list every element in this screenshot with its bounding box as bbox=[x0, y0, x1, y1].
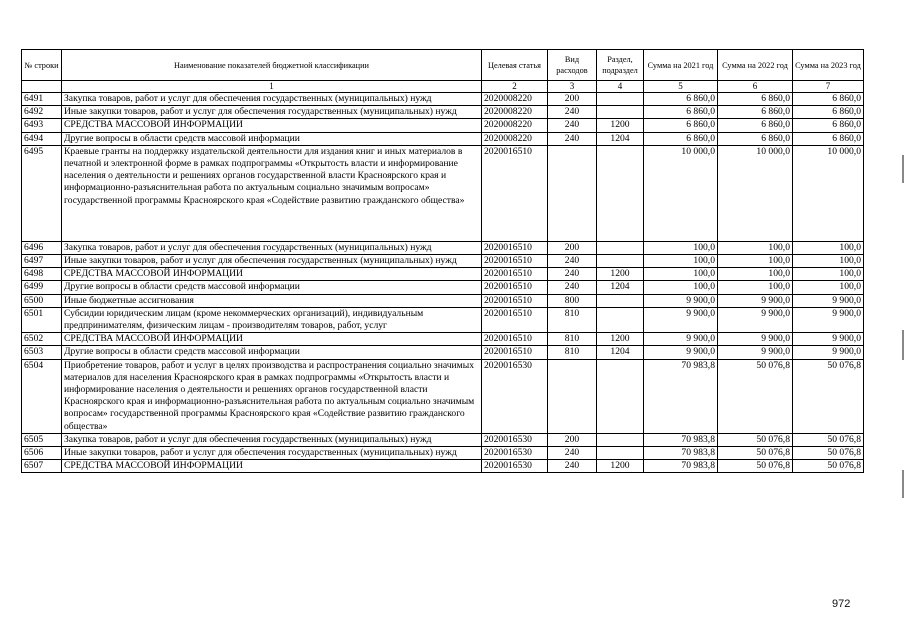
target-item-cell: 2020016530 bbox=[482, 433, 548, 446]
indicator-name-cell: Иные закупки товаров, работ и услуг для обеспечения государственных (муниципальных) нужд bbox=[62, 106, 482, 119]
expense-type-cell bbox=[548, 145, 597, 241]
column-number: 1 bbox=[62, 81, 482, 93]
expense-type-cell: 200 bbox=[548, 433, 597, 446]
indicator-name-cell: Приобретение товаров, работ и услуг в целях производства и распространения социально значимых материалов для населения Красноярского края в рамках подпрограммы «Открытость власти и информирование населения о деятельности и решениях органов государственной власти Красноярского края и информационно-разъяснительная работа по актуальным социально значимым вопросам» государственной программы Красноярского края «Содействие развитию гражданского общества» bbox=[62, 359, 482, 433]
table-row bbox=[22, 433, 864, 446]
column-number: 5 bbox=[644, 81, 718, 93]
sum-2023-cell: 6 860,0 bbox=[793, 132, 864, 145]
sum-2022-cell: 9 900,0 bbox=[718, 346, 793, 359]
indicator-name-cell: Закупка товаров, работ и услуг для обеспечения государственных (муниципальных) нужд bbox=[62, 241, 482, 254]
table-row bbox=[22, 119, 864, 132]
sum-2021-cell: 100,0 bbox=[644, 255, 718, 268]
section-cell: 1204 bbox=[597, 132, 644, 145]
expense-type-cell: 240 bbox=[548, 119, 597, 132]
indicator-name-cell: СРЕДСТВА МАССОВОЙ ИНФОРМАЦИИ bbox=[62, 460, 482, 473]
table-row bbox=[22, 145, 864, 241]
expense-type-cell: 240 bbox=[548, 447, 597, 460]
header-row-number: № строки bbox=[22, 50, 62, 81]
sum-2023-cell: 50 076,8 bbox=[793, 447, 864, 460]
sum-2021-cell: 100,0 bbox=[644, 241, 718, 254]
sum-2022-cell: 6 860,0 bbox=[718, 93, 793, 106]
indicator-name-cell: Закупка товаров, работ и услуг для обеспечения государственных (муниципальных) нужд bbox=[62, 433, 482, 446]
target-item-cell: 2020016510 bbox=[482, 255, 548, 268]
section-cell: 1200 bbox=[597, 460, 644, 473]
sum-2023-cell: 50 076,8 bbox=[793, 433, 864, 446]
target-item-cell: 2020008220 bbox=[482, 119, 548, 132]
sum-2022-cell: 9 900,0 bbox=[718, 307, 793, 332]
row-number-cell: 6504 bbox=[22, 359, 62, 433]
table-row bbox=[22, 132, 864, 145]
section-cell bbox=[597, 294, 644, 307]
expense-type-cell: 240 bbox=[548, 255, 597, 268]
section-cell bbox=[597, 241, 644, 254]
sum-2023-cell: 9 900,0 bbox=[793, 307, 864, 332]
expense-type-cell: 810 bbox=[548, 307, 597, 332]
row-number-cell: 6491 bbox=[22, 93, 62, 106]
sum-2021-cell: 10 000,0 bbox=[644, 145, 718, 241]
section-cell bbox=[597, 145, 644, 241]
sum-2022-cell: 100,0 bbox=[718, 268, 793, 281]
target-item-cell: 2020016530 bbox=[482, 447, 548, 460]
sum-2023-cell: 6 860,0 bbox=[793, 119, 864, 132]
row-number-cell: 6506 bbox=[22, 447, 62, 460]
scan-edge-mark bbox=[902, 330, 904, 360]
table-row bbox=[22, 255, 864, 268]
row-number-cell: 6496 bbox=[22, 241, 62, 254]
row-number-cell: 6495 bbox=[22, 145, 62, 241]
expense-type-cell: 240 bbox=[548, 132, 597, 145]
target-item-cell: 2020016510 bbox=[482, 268, 548, 281]
header-indicator-name: Наименование показателей бюджетной классификации bbox=[62, 50, 482, 81]
indicator-name-cell: Другие вопросы в области средств массовой информации bbox=[62, 281, 482, 294]
column-number: 4 bbox=[597, 81, 644, 93]
indicator-name-cell: Другие вопросы в области средств массовой информации bbox=[62, 132, 482, 145]
sum-2022-cell: 10 000,0 bbox=[718, 145, 793, 241]
sum-2022-cell: 100,0 bbox=[718, 255, 793, 268]
column-number: 6 bbox=[718, 81, 793, 93]
sum-2021-cell: 6 860,0 bbox=[644, 119, 718, 132]
target-item-cell: 2020008220 bbox=[482, 106, 548, 119]
sum-2022-cell: 50 076,8 bbox=[718, 460, 793, 473]
sum-2021-cell: 100,0 bbox=[644, 281, 718, 294]
table-row bbox=[22, 106, 864, 119]
indicator-name-cell: Краевые гранты на поддержку издательской деятельности для издания книг и иных материалов в печатной и электронной форме в рамках подпрограммы «Открытость власти и информирование населения о деятельности и решениях органов государственной власти Красноярского края и информационно-разъяснительная работа по актуальным социально значимым вопросам» государственной программы Красноярского края «Содействие развитию гражданского общества» bbox=[62, 145, 482, 241]
sum-2022-cell: 50 076,8 bbox=[718, 359, 793, 433]
expense-type-cell bbox=[548, 359, 597, 433]
target-item-cell: 2020016510 bbox=[482, 241, 548, 254]
target-item-cell: 2020016510 bbox=[482, 307, 548, 332]
sum-2023-cell: 100,0 bbox=[793, 241, 864, 254]
expense-type-cell: 200 bbox=[548, 241, 597, 254]
section-cell bbox=[597, 433, 644, 446]
row-number-cell: 6494 bbox=[22, 132, 62, 145]
sum-2021-cell: 6 860,0 bbox=[644, 132, 718, 145]
indicator-name-cell: СРЕДСТВА МАССОВОЙ ИНФОРМАЦИИ bbox=[62, 333, 482, 346]
target-item-cell: 2020016510 bbox=[482, 145, 548, 241]
sum-2023-cell: 100,0 bbox=[793, 268, 864, 281]
sum-2021-cell: 6 860,0 bbox=[644, 106, 718, 119]
column-number: 2 bbox=[482, 81, 548, 93]
sum-2023-cell: 6 860,0 bbox=[793, 106, 864, 119]
row-number-cell: 6501 bbox=[22, 307, 62, 332]
table-row bbox=[22, 346, 864, 359]
sum-2022-cell: 100,0 bbox=[718, 281, 793, 294]
section-cell bbox=[597, 255, 644, 268]
sum-2023-cell: 9 900,0 bbox=[793, 346, 864, 359]
sum-2023-cell: 9 900,0 bbox=[793, 333, 864, 346]
column-number: 7 bbox=[793, 81, 864, 93]
section-cell: 1200 bbox=[597, 333, 644, 346]
table-row bbox=[22, 294, 864, 307]
sum-2021-cell: 6 860,0 bbox=[644, 93, 718, 106]
sum-2022-cell: 100,0 bbox=[718, 241, 793, 254]
section-cell: 1204 bbox=[597, 281, 644, 294]
sum-2021-cell: 70 983,8 bbox=[644, 433, 718, 446]
expense-type-cell: 810 bbox=[548, 346, 597, 359]
sum-2021-cell: 9 900,0 bbox=[644, 346, 718, 359]
sum-2022-cell: 6 860,0 bbox=[718, 119, 793, 132]
table-row bbox=[22, 281, 864, 294]
indicator-name-cell: Другие вопросы в области средств массовой информации bbox=[62, 346, 482, 359]
budget-table bbox=[21, 49, 864, 473]
target-item-cell: 2020016530 bbox=[482, 359, 548, 433]
expense-type-cell: 200 bbox=[548, 93, 597, 106]
sum-2022-cell: 6 860,0 bbox=[718, 106, 793, 119]
target-item-cell: 2020008220 bbox=[482, 132, 548, 145]
table-row bbox=[22, 241, 864, 254]
section-cell bbox=[597, 307, 644, 332]
table-row bbox=[22, 268, 864, 281]
sum-2021-cell: 70 983,8 bbox=[644, 359, 718, 433]
header-sum-2022: Сумма на 2022 год bbox=[718, 50, 793, 81]
row-number-cell: 6493 bbox=[22, 119, 62, 132]
section-cell bbox=[597, 93, 644, 106]
table-header-row bbox=[22, 50, 864, 81]
sum-2023-cell: 50 076,8 bbox=[793, 460, 864, 473]
table-row bbox=[22, 93, 864, 106]
scan-edge-mark bbox=[902, 470, 904, 498]
column-number: 3 bbox=[548, 81, 597, 93]
row-number-cell: 6499 bbox=[22, 281, 62, 294]
row-number-cell: 6500 bbox=[22, 294, 62, 307]
table-row bbox=[22, 307, 864, 332]
sum-2023-cell: 50 076,8 bbox=[793, 359, 864, 433]
indicator-name-cell: Закупка товаров, работ и услуг для обеспечения государственных (муниципальных) нужд bbox=[62, 93, 482, 106]
expense-type-cell: 240 bbox=[548, 268, 597, 281]
target-item-cell: 2020016510 bbox=[482, 346, 548, 359]
target-item-cell: 2020016510 bbox=[482, 333, 548, 346]
target-item-cell: 2020008220 bbox=[482, 93, 548, 106]
sum-2023-cell: 100,0 bbox=[793, 255, 864, 268]
row-number-cell: 6497 bbox=[22, 255, 62, 268]
section-cell bbox=[597, 447, 644, 460]
sum-2022-cell: 9 900,0 bbox=[718, 294, 793, 307]
table-row bbox=[22, 447, 864, 460]
indicator-name-cell: Субсидии юридическим лицам (кроме некоммерческих организаций), индивидуальным предпринимателям, физическим лицам - производителям товаров, работ, услуг bbox=[62, 307, 482, 332]
sum-2021-cell: 100,0 bbox=[644, 268, 718, 281]
expense-type-cell: 810 bbox=[548, 333, 597, 346]
section-cell bbox=[597, 359, 644, 433]
sum-2021-cell: 9 900,0 bbox=[644, 333, 718, 346]
scan-edge-mark bbox=[902, 155, 904, 183]
sum-2023-cell: 100,0 bbox=[793, 281, 864, 294]
sum-2022-cell: 9 900,0 bbox=[718, 333, 793, 346]
header-sum-2023: Сумма на 2023 год bbox=[793, 50, 864, 81]
sum-2023-cell: 10 000,0 bbox=[793, 145, 864, 241]
section-cell: 1204 bbox=[597, 346, 644, 359]
indicator-name-cell: СРЕДСТВА МАССОВОЙ ИНФОРМАЦИИ bbox=[62, 268, 482, 281]
section-cell: 1200 bbox=[597, 119, 644, 132]
section-cell bbox=[597, 106, 644, 119]
expense-type-cell: 240 bbox=[548, 106, 597, 119]
indicator-name-cell: Иные закупки товаров, работ и услуг для обеспечения государственных (муниципальных) нужд bbox=[62, 255, 482, 268]
target-item-cell: 2020016530 bbox=[482, 460, 548, 473]
table-row bbox=[22, 460, 864, 473]
row-number-cell: 6498 bbox=[22, 268, 62, 281]
indicator-name-cell: Иные закупки товаров, работ и услуг для обеспечения государственных (муниципальных) нужд bbox=[62, 447, 482, 460]
sum-2021-cell: 9 900,0 bbox=[644, 307, 718, 332]
header-expense-type: Вид расходов bbox=[548, 50, 597, 81]
header-sum-2021: Сумма на 2021 год bbox=[644, 50, 718, 81]
column-number-row bbox=[22, 81, 864, 93]
row-number-cell: 6502 bbox=[22, 333, 62, 346]
expense-type-cell: 800 bbox=[548, 294, 597, 307]
indicator-name-cell: Иные бюджетные ассигнования bbox=[62, 294, 482, 307]
table-row bbox=[22, 333, 864, 346]
sum-2022-cell: 6 860,0 bbox=[718, 132, 793, 145]
indicator-name-cell: СРЕДСТВА МАССОВОЙ ИНФОРМАЦИИ bbox=[62, 119, 482, 132]
header-target-item: Целевая статья bbox=[482, 50, 548, 81]
row-number-cell: 6503 bbox=[22, 346, 62, 359]
row-number-cell: 6505 bbox=[22, 433, 62, 446]
table-body bbox=[22, 93, 864, 473]
table-row bbox=[22, 359, 864, 433]
target-item-cell: 2020016510 bbox=[482, 294, 548, 307]
sum-2021-cell: 70 983,8 bbox=[644, 447, 718, 460]
row-number-cell: 6507 bbox=[22, 460, 62, 473]
page-number: 972 bbox=[832, 598, 851, 610]
header-section: Раздел, подраздел bbox=[597, 50, 644, 81]
sum-2022-cell: 50 076,8 bbox=[718, 447, 793, 460]
section-cell: 1200 bbox=[597, 268, 644, 281]
sum-2023-cell: 9 900,0 bbox=[793, 294, 864, 307]
sum-2022-cell: 50 076,8 bbox=[718, 433, 793, 446]
expense-type-cell: 240 bbox=[548, 460, 597, 473]
column-number bbox=[22, 81, 62, 93]
sum-2021-cell: 9 900,0 bbox=[644, 294, 718, 307]
row-number-cell: 6492 bbox=[22, 106, 62, 119]
sum-2023-cell: 6 860,0 bbox=[793, 93, 864, 106]
sum-2021-cell: 70 983,8 bbox=[644, 460, 718, 473]
target-item-cell: 2020016510 bbox=[482, 281, 548, 294]
expense-type-cell: 240 bbox=[548, 281, 597, 294]
